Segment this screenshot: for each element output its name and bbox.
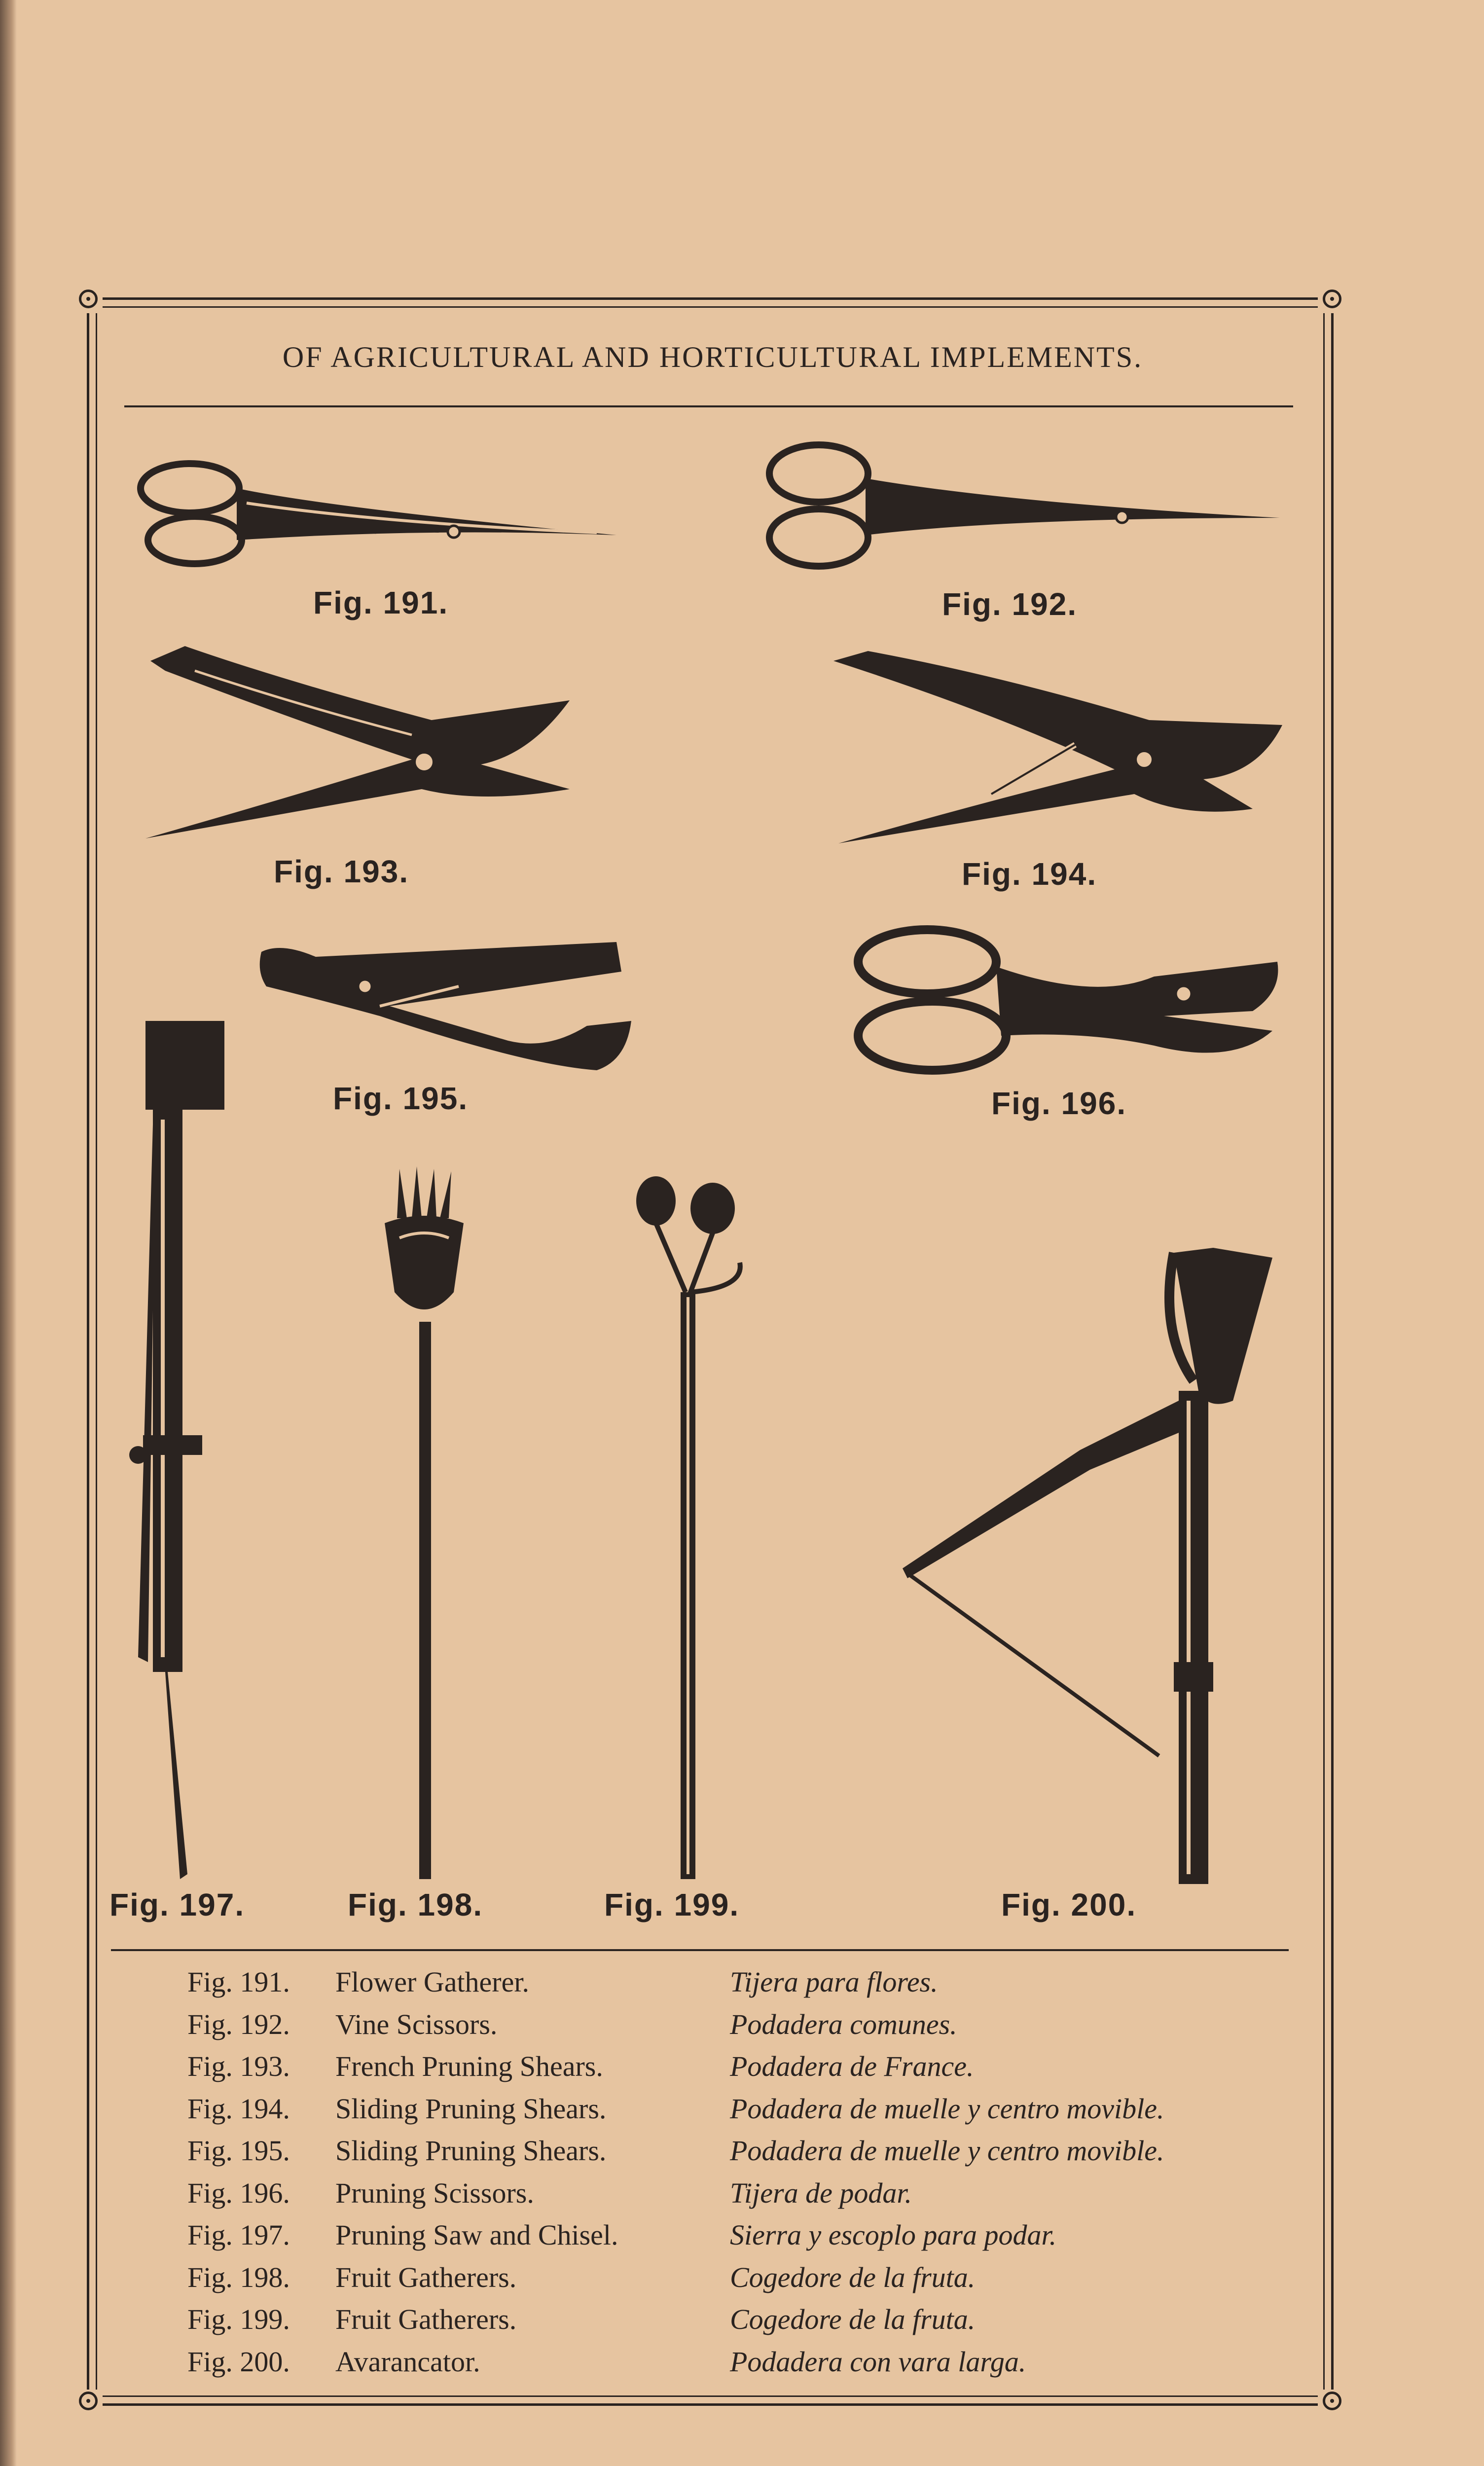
pruning-scissors-illustration [848,917,1282,1085]
figure-label: Fig. 191. [313,585,449,620]
legend-spanish-name: Podadera de muelle y centro movible. [730,2135,1164,2167]
legend-spanish-name: Podadera comunes. [730,2008,957,2040]
legend-spanish-name: Tijera para flores. [730,1966,938,1998]
legend-row [187,2261,1297,2303]
legend-row [187,2092,1297,2135]
legend-fig-number: Fig. 191. [187,1966,290,1998]
legend-spanish-name: Cogedore de la fruta. [730,2261,976,2293]
legend-fig-number: Fig. 195. [187,2135,290,2167]
corner-ornament [79,290,98,308]
fruit-gatherer-spoons-illustration [631,1174,755,1884]
legend-row [187,1965,1297,2008]
corner-ornament [1323,290,1341,308]
figure-label: Fig. 200. [1001,1887,1137,1922]
corner-ornament [1323,2392,1341,2410]
figure-label: Fig. 193. [274,854,409,889]
avarancator-illustration [893,1243,1277,1889]
legend-fig-number: Fig. 194. [187,2092,290,2125]
legend-spanish-name: Cogedore de la fruta. [730,2303,976,2335]
fruit-gatherer-basket-illustration [380,1164,469,1884]
legend-fig-number: Fig. 199. [187,2303,290,2335]
legend-fig-number: Fig. 197. [187,2219,290,2251]
figure-label: Fig. 192. [942,586,1078,622]
legend-row [187,2176,1297,2219]
legend-spanish-name: Podadera de France. [730,2050,974,2082]
legend-spanish-name: Podadera con vara larga. [730,2345,1026,2378]
legend-english-name: Fruit Gatherers. [335,2303,517,2335]
page-heading: OF AGRICULTURAL AND HORTICULTURAL IMPLEMENTS. [282,341,1143,373]
legend-english-name: Vine Scissors. [335,2008,498,2040]
short-sliding-shears-illustration [252,932,636,1075]
figure-label: Fig. 197. [109,1887,245,1922]
legend-fig-number: Fig. 196. [187,2176,290,2209]
legend-row [187,2008,1297,2050]
legend-spanish-name: Tijera de podar. [730,2176,912,2209]
legend-row [187,2303,1297,2345]
legend-english-name: Pruning Saw and Chisel. [335,2219,618,2251]
figure-label: Fig. 199. [604,1887,740,1922]
legend-fig-number: Fig. 192. [187,2008,290,2040]
legend-row [187,2218,1297,2261]
flower-gatherer-illustration [133,454,621,582]
legend-fig-number: Fig. 200. [187,2345,290,2378]
corner-ornament [79,2392,98,2410]
figure-label: Fig. 196. [991,1086,1127,1121]
sliding-pruning-shears-illustration [829,646,1287,853]
legend-english-name: Avarancator. [335,2345,480,2378]
legend-english-name: French Pruning Shears. [335,2050,603,2082]
legend-english-name: Fruit Gatherers. [335,2261,517,2293]
legend-row [187,2134,1297,2176]
vine-scissors-illustration [762,434,1285,582]
page-binding-edge [0,0,17,2466]
legend-spanish-name: Podadera de muelle y centro movible. [730,2092,1164,2125]
legend-row [187,2050,1297,2092]
legend-fig-number: Fig. 193. [187,2050,290,2082]
figure-label: Fig. 195. [333,1081,469,1116]
legend-english-name: Sliding Pruning Shears. [335,2092,607,2125]
figure-label: Fig. 194. [962,856,1097,892]
figure-legend [187,1965,1297,2387]
legend-spanish-name: Sierra y escoplo para podar. [730,2219,1057,2251]
french-pruning-shears-illustration [136,641,579,853]
pruning-saw-chisel-illustration [118,1016,237,1884]
legend-fig-number: Fig. 198. [187,2261,290,2293]
legend-divider [111,1949,1289,1951]
legend-english-name: Sliding Pruning Shears. [335,2135,607,2167]
legend-row [187,2345,1297,2388]
figure-label: Fig. 198. [348,1887,483,1922]
heading-divider [124,405,1293,407]
legend-english-name: Pruning Scissors. [335,2176,534,2209]
legend-english-name: Flower Gatherer. [335,1966,529,1998]
